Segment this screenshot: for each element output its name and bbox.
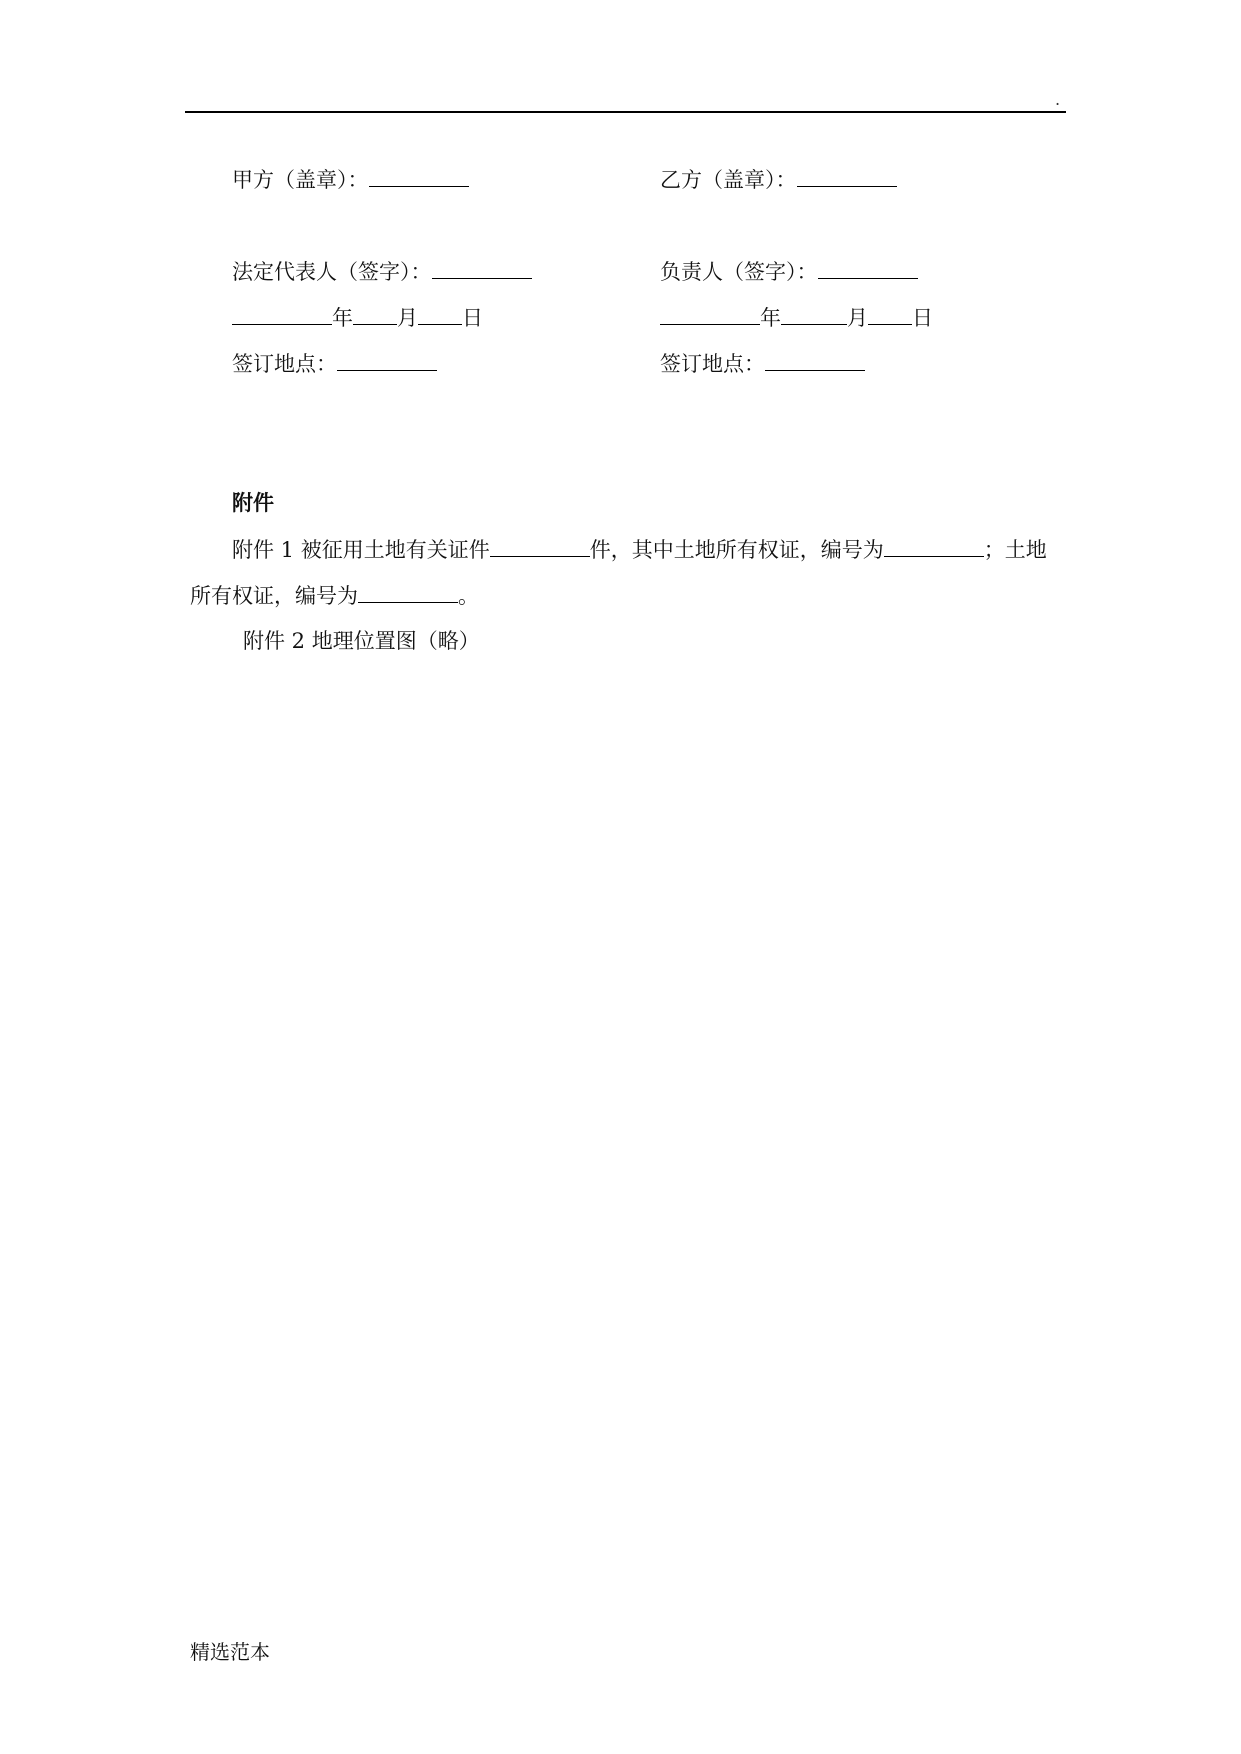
party-a-rep-label: 法定代表人（签字）： bbox=[232, 260, 432, 284]
attachment-1-line-1 bbox=[232, 534, 1047, 565]
attachment-1-text-c: ；土地 bbox=[983, 538, 1047, 562]
party-a-seal-line bbox=[232, 164, 469, 195]
year-label: 年 bbox=[332, 306, 353, 330]
party-a-year-blank[interactable] bbox=[232, 302, 332, 325]
certificate-number-blank-2[interactable] bbox=[358, 580, 458, 603]
party-b-seal-line bbox=[660, 164, 897, 195]
party-b-place-label: 签订地点： bbox=[660, 352, 765, 376]
year-label: 年 bbox=[760, 306, 781, 330]
day-label: 日 bbox=[912, 306, 933, 330]
party-a-rep-line bbox=[232, 256, 532, 287]
party-b-rep-line bbox=[660, 256, 918, 287]
party-b-year-blank[interactable] bbox=[660, 302, 760, 325]
attachment-1-text-b: 件，其中土地所有权证，编号为 bbox=[589, 538, 884, 562]
party-b-seal-label: 乙方（盖章）： bbox=[660, 168, 797, 192]
party-b-rep-blank[interactable] bbox=[818, 256, 918, 279]
attachment-1-text-d: 所有权证，编号为 bbox=[190, 584, 358, 608]
party-b-place-line bbox=[660, 348, 865, 379]
attachment-1-line-2 bbox=[190, 580, 479, 611]
party-a-month-blank[interactable] bbox=[353, 302, 397, 325]
party-a-day-blank[interactable] bbox=[418, 302, 462, 325]
attachment-1-text-a: 附件 1 被征用土地有关证件 bbox=[232, 538, 490, 562]
month-label: 月 bbox=[847, 306, 868, 330]
party-b-rep-label: 负责人（签字）： bbox=[660, 260, 818, 284]
footer-text: 精选范本 bbox=[190, 1640, 270, 1664]
party-b-seal-blank[interactable] bbox=[797, 164, 897, 187]
party-a-place-label: 签订地点： bbox=[232, 352, 337, 376]
certificate-count-blank[interactable] bbox=[490, 534, 590, 557]
header-rule bbox=[185, 111, 1066, 113]
party-a-rep-blank[interactable] bbox=[432, 256, 532, 279]
party-b-month-blank[interactable] bbox=[781, 302, 847, 325]
party-a-place-blank[interactable] bbox=[337, 348, 437, 371]
party-a-seal-label: 甲方（盖章）： bbox=[232, 168, 369, 192]
party-a-seal-blank[interactable] bbox=[369, 164, 469, 187]
party-b-date-line bbox=[660, 302, 933, 333]
party-b-place-blank[interactable] bbox=[765, 348, 865, 371]
attachment-1-text-e: 。 bbox=[458, 584, 479, 608]
attachments-heading: 附件 bbox=[232, 490, 274, 515]
party-a-place-line bbox=[232, 348, 437, 379]
month-label: 月 bbox=[397, 306, 418, 330]
attachment-2-line: 附件 2 地理位置图（略） bbox=[243, 629, 480, 653]
party-b-day-blank[interactable] bbox=[868, 302, 912, 325]
day-label: 日 bbox=[462, 306, 483, 330]
certificate-number-blank-1[interactable] bbox=[884, 534, 984, 557]
party-a-date-line bbox=[232, 302, 483, 333]
header-mark: . bbox=[1055, 90, 1061, 109]
